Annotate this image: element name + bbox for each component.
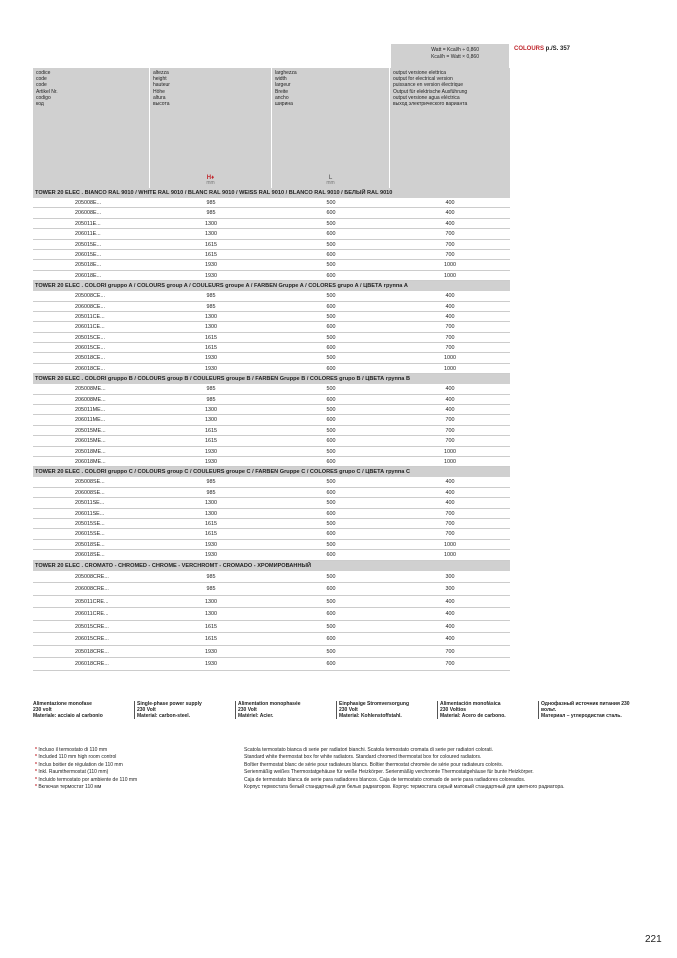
height-value: 1300 <box>205 500 217 507</box>
height-value: 985 <box>206 386 216 393</box>
width-value: 500 <box>326 293 336 300</box>
height-value: 1300 <box>205 510 217 517</box>
height-value: 1930 <box>205 541 217 548</box>
table-row <box>33 571 510 584</box>
table-row <box>33 415 510 425</box>
thermostat-note <box>35 754 137 761</box>
width-value: 600 <box>326 231 336 238</box>
power-supply-block <box>538 701 639 719</box>
power-supply-line: 230 Volt <box>238 707 257 713</box>
asterisk-icon: * <box>35 769 39 776</box>
height-value: 1930 <box>205 355 217 362</box>
box-description: Standard white thermostat box for white radiators. Standard chromed thermostat box for coloured radiators. <box>244 754 482 761</box>
height-value: 985 <box>206 489 216 496</box>
height-value: 1930 <box>205 458 217 465</box>
output-value: 1000 <box>444 262 456 269</box>
product-code: 205018ME... <box>75 448 106 455</box>
table-row <box>33 198 510 208</box>
header-height <box>150 68 272 188</box>
header-label-line: width <box>275 76 287 83</box>
header-label-line: ancho <box>275 94 289 101</box>
height-value: 985 <box>206 200 216 206</box>
output-value: 400 <box>445 313 455 320</box>
asterisk-icon: * <box>35 754 39 761</box>
table-row <box>33 353 510 363</box>
product-code: 206008ME... <box>75 396 106 403</box>
height-value: 1615 <box>205 623 217 630</box>
width-value: 600 <box>326 272 336 279</box>
header-label-line: Breite <box>275 88 289 95</box>
thermostat-note-text: Inkl. Raumthermostat (110 mm) <box>38 769 109 776</box>
height-value: 985 <box>206 573 216 580</box>
table-row <box>33 333 510 343</box>
height-value: 1930 <box>205 262 217 269</box>
table-row <box>33 447 510 457</box>
table-row <box>33 343 510 353</box>
header-label-line: Höhe <box>153 88 165 95</box>
product-code: 206011CE... <box>75 324 105 331</box>
product-code: 206018CE... <box>75 365 105 372</box>
section-header: TOWER 20 ELEC . COLORI gruppo A / COLOURS group A / COULEURS groupe A / FARBEN Gruppe A / COLORES grupo A / ЦВЕТА группа A <box>33 281 510 291</box>
table-row <box>33 384 510 394</box>
header-label-line: высота <box>153 101 170 108</box>
height-value: 985 <box>206 293 216 300</box>
output-value: 400 <box>445 489 455 496</box>
box-description: Caja de termostato blanca de serie para radiadores blancos. Caja de termostato cromado de serie para radiadores coloreados. <box>244 776 526 783</box>
output-value: 400 <box>445 200 455 206</box>
thermostat-note <box>35 762 137 769</box>
power-supply-line: Matériel: Acier. <box>238 713 274 719</box>
output-value: 1000 <box>444 541 456 548</box>
product-code: 206018CRE... <box>75 661 109 667</box>
output-value: 700 <box>445 531 455 538</box>
header-label-line: ширина <box>275 101 293 108</box>
section-header: TOWER 20 ELEC . BIANCO RAL 9010 / WHITE RAL 9010 / BLANC RAL 9010 / WEISS RAL 9010 / BLANCO RAL 9010 / БЕЛЫЙ RAL 9010 <box>33 188 510 198</box>
header-label-line: Output für elektrische Ausführung <box>393 88 468 95</box>
output-value: 400 <box>445 210 455 217</box>
height-value: 1300 <box>205 231 217 238</box>
box-description: Корпус термостата белый стандартный для белых радиаторов. Корпус термостата серый матовый стандартный для цветного радиатора. <box>244 784 565 791</box>
table-row <box>33 583 510 596</box>
product-code: 205015CE... <box>75 334 105 341</box>
power-supply-line: Alimentazione monofase <box>33 701 92 707</box>
watt-conversion-box <box>391 44 509 68</box>
thermostat-note <box>35 784 137 791</box>
output-value: 400 <box>445 303 455 310</box>
power-supply-block <box>235 701 336 719</box>
height-value: 985 <box>206 479 216 486</box>
width-value: 600 <box>326 552 336 559</box>
power-supply-block <box>336 701 437 719</box>
table-row <box>33 271 510 281</box>
width-value: 600 <box>326 586 336 592</box>
power-supply-line: Material: carbon-steel. <box>137 713 191 719</box>
power-supply-line: Materiale: acciaio al carbonio <box>33 713 103 719</box>
height-value: 1300 <box>205 313 217 320</box>
height-value: 1300 <box>205 407 217 414</box>
height-unit <box>150 176 271 186</box>
output-value: 700 <box>445 251 455 258</box>
output-value: 1000 <box>444 355 456 362</box>
product-code: 205015CRE... <box>75 623 109 630</box>
height-unit-label: mm <box>206 180 215 186</box>
product-code: 206015E... <box>75 251 102 258</box>
power-supply-line: Alimentación monofásica <box>440 701 501 707</box>
width-value: 500 <box>326 541 336 548</box>
table-row <box>33 646 510 659</box>
watt-formula-1: Watt = Kcal/h ÷ 0,860 <box>431 47 479 53</box>
output-value: 700 <box>445 241 455 248</box>
product-code: 205008CE... <box>75 293 105 300</box>
power-supply-block <box>437 701 538 719</box>
width-value: 600 <box>326 531 336 538</box>
product-code: 205008SE... <box>75 479 105 486</box>
width-value: 600 <box>326 510 336 517</box>
table-row <box>33 312 510 322</box>
width-value: 600 <box>326 210 336 217</box>
height-value: 1300 <box>205 598 217 605</box>
output-value: 1000 <box>444 365 456 372</box>
output-value: 1000 <box>444 552 456 559</box>
output-value: 700 <box>445 510 455 517</box>
thermostat-note-text: Included 110 mm high room control <box>38 754 117 761</box>
power-supply-line: 230 Voltios <box>440 707 467 713</box>
table-row <box>33 596 510 609</box>
thermostat-note-text: Incluido termostato por ambiente de 110 mm <box>38 776 138 783</box>
table-row <box>33 322 510 332</box>
output-value: 400 <box>445 623 455 630</box>
width-value: 600 <box>326 458 336 465</box>
table-row <box>33 364 510 374</box>
product-code: 205018CE... <box>75 355 105 362</box>
width-value: 500 <box>326 448 336 455</box>
product-code: 206008E... <box>75 210 102 217</box>
table-row <box>33 250 510 260</box>
product-table <box>33 188 510 671</box>
product-code: 206018ME... <box>75 458 106 465</box>
width-value: 500 <box>326 200 336 206</box>
width-value: 500 <box>326 313 336 320</box>
width-value: 600 <box>326 489 336 496</box>
height-value: 1615 <box>205 251 217 258</box>
output-value: 300 <box>445 573 455 580</box>
output-value: 700 <box>445 427 455 434</box>
product-code: 206011ME... <box>75 417 106 424</box>
width-value: 600 <box>326 345 336 352</box>
output-value: 700 <box>445 334 455 341</box>
header-label-line: altura <box>153 94 166 101</box>
width-value: 600 <box>326 251 336 258</box>
height-value: 1615 <box>205 636 217 642</box>
product-code: 206011CRE... <box>75 611 109 617</box>
header-label-line: выход электрического варианта <box>393 101 468 108</box>
table-row <box>33 498 510 508</box>
asterisk-icon: * <box>35 776 39 783</box>
thermostat-note-text: Incluso il termostato di 110 mm <box>38 747 108 753</box>
header-label-line: output versione agua eléctrica <box>393 94 460 101</box>
table-row <box>33 550 510 560</box>
product-code: 205011SE... <box>75 500 105 507</box>
height-value: 1300 <box>205 611 217 617</box>
table-row <box>33 260 510 270</box>
power-supply-line: Einphasige Stromversorgung <box>339 701 410 707</box>
width-value: 600 <box>326 417 336 424</box>
product-code: 206018E... <box>75 272 102 279</box>
height-value: 1300 <box>205 220 217 227</box>
table-row <box>33 540 510 550</box>
table-row <box>33 219 510 229</box>
output-value: 700 <box>445 520 455 527</box>
height-value: 985 <box>206 303 216 310</box>
thermostat-box-descriptions <box>244 747 564 791</box>
power-supply-line: Alimentation monophasée <box>238 701 301 707</box>
product-code: 206015CRE... <box>75 636 109 642</box>
output-value: 400 <box>445 386 455 393</box>
height-value: 1930 <box>205 661 217 667</box>
output-value: 700 <box>445 345 455 352</box>
product-code: 206015SE... <box>75 531 105 538</box>
height-value: 1930 <box>205 272 217 279</box>
width-value: 600 <box>326 636 336 642</box>
power-supply-line: 230 Volt <box>137 707 156 713</box>
output-value: 400 <box>445 479 455 486</box>
width-value: 600 <box>326 661 336 667</box>
width-value: 500 <box>326 598 336 605</box>
output-value: 400 <box>445 636 455 642</box>
output-value: 700 <box>445 438 455 445</box>
header-code <box>33 68 150 188</box>
colours-page: p./S. 357 <box>545 46 571 52</box>
width-value: 500 <box>326 262 336 269</box>
thermostat-note <box>35 747 137 754</box>
product-code: 205015E... <box>75 241 102 248</box>
output-value: 400 <box>445 396 455 403</box>
colours-label: COLOURS <box>514 46 544 52</box>
output-value: 400 <box>445 611 455 617</box>
width-value: 500 <box>326 220 336 227</box>
width-value: 500 <box>326 355 336 362</box>
table-row <box>33 488 510 498</box>
output-value: 1000 <box>444 272 456 279</box>
header-label-line: code <box>36 82 47 89</box>
table-row <box>33 291 510 301</box>
width-value: 600 <box>326 365 336 372</box>
width-value: 500 <box>326 573 336 580</box>
table-row <box>33 240 510 250</box>
asterisk-icon: * <box>35 784 39 791</box>
width-value: 500 <box>326 500 336 507</box>
product-code: 205011E... <box>75 220 101 227</box>
table-row <box>33 519 510 529</box>
width-value: 600 <box>326 324 336 331</box>
table-row <box>33 426 510 436</box>
header-label-line: codice <box>36 70 51 76</box>
width-value: 500 <box>326 386 336 393</box>
power-supply-line: Material: Acero de carbono. <box>440 713 506 719</box>
power-supply-line: 230 volt <box>33 707 52 713</box>
width-unit <box>272 176 389 186</box>
product-code: 205018SE... <box>75 541 105 548</box>
height-value: 1300 <box>205 324 217 331</box>
width-symbol: L <box>328 175 333 181</box>
asterisk-icon: * <box>35 761 39 768</box>
width-value: 500 <box>326 648 336 655</box>
output-value: 400 <box>445 293 455 300</box>
height-value: 1930 <box>205 365 217 372</box>
colours-reference[interactable] <box>514 46 570 52</box>
table-row <box>33 509 510 519</box>
power-supply-info <box>33 701 643 719</box>
output-value: 400 <box>445 500 455 507</box>
header-label-line: Artikel Nr. <box>36 88 58 95</box>
thermostat-note-text: Включая термостат 110 мм <box>38 784 102 791</box>
box-description: Scatola termostato bianca di serie per radiatori bianchi. Scatola termostato cromata di serie per radiatori colorati. <box>244 747 494 753</box>
product-code: 205018E... <box>75 262 102 269</box>
header-label-line: altezza <box>153 70 169 76</box>
width-value: 600 <box>326 611 336 617</box>
product-code: 205011CRE... <box>75 598 109 605</box>
height-value: 985 <box>206 586 216 592</box>
output-value: 700 <box>445 417 455 424</box>
product-code: 206011SE... <box>75 510 105 517</box>
table-row <box>33 302 510 312</box>
thermostat-notes <box>35 747 137 791</box>
page-number: 221 <box>645 934 662 945</box>
table-row <box>33 395 510 405</box>
output-value: 300 <box>445 586 455 592</box>
power-supply-block <box>33 701 134 719</box>
width-value: 500 <box>326 334 336 341</box>
height-icon: ♦ <box>211 175 215 181</box>
product-code: 206008CRE... <box>75 586 109 592</box>
height-value: 1615 <box>205 345 217 352</box>
box-description: Serienmäßig weißes Thermostatgehäuse für weiße Heizkörper. Serienmäßig verchromte Thermostatgehäuse für bunte Heizkörper. <box>244 769 534 776</box>
product-code: 205015SE... <box>75 520 105 527</box>
header-label-line: hauteur <box>153 82 170 89</box>
product-code: 205015ME... <box>75 427 106 434</box>
height-value: 1615 <box>205 438 217 445</box>
power-supply-line: Material: Kohlenstoffstahl. <box>339 713 402 719</box>
product-code: 205008CRE... <box>75 573 109 580</box>
table-row <box>33 405 510 415</box>
width-value: 500 <box>326 427 336 434</box>
header-label-line: output versione elettrica <box>393 70 447 76</box>
output-value: 700 <box>445 324 455 331</box>
output-value: 400 <box>445 407 455 414</box>
thermostat-note <box>35 769 137 776</box>
height-value: 1930 <box>205 552 217 559</box>
height-value: 1615 <box>205 241 217 248</box>
width-value: 500 <box>326 479 336 486</box>
table-row <box>33 529 510 539</box>
product-code: 206015ME... <box>75 438 106 445</box>
width-value: 600 <box>326 438 336 445</box>
power-supply-line: вольт. <box>541 707 557 713</box>
thermostat-note <box>35 777 137 784</box>
thermostat-note-text: Inclus boitier de régulation de 110 mm <box>38 761 123 768</box>
output-value: 1000 <box>444 448 456 455</box>
table-row <box>33 229 510 239</box>
height-value: 1615 <box>205 531 217 538</box>
header-label-line: larghezza <box>275 70 297 76</box>
box-description: Boîtier thermostat blanc de série pour radiateurs blancs. Boîtier thermostat chromée de série pour radiateurs colorés. <box>244 761 504 768</box>
watt-formula-2: Kcal/h = Watt × 0,860 <box>431 54 479 60</box>
width-value: 500 <box>326 407 336 414</box>
power-supply-line: Материал – углеродистая сталь. <box>541 713 622 719</box>
width-value: 500 <box>326 520 336 527</box>
product-code: 205008ME... <box>75 386 106 393</box>
power-supply-line: Single-phase power supply <box>137 701 202 707</box>
product-code: 205008E... <box>75 200 102 206</box>
asterisk-icon: * <box>35 747 39 753</box>
header-label-line: code <box>36 76 47 83</box>
height-value: 985 <box>206 210 216 217</box>
height-value: 1615 <box>205 334 217 341</box>
table-row <box>33 608 510 621</box>
header-label-line: код <box>36 101 44 108</box>
section-header: TOWER 20 ELEC . COLORI gruppo B / COLOURS group B / COULEURS groupe B / FARBEN Gruppe B / COLORES grupo B / ЦВЕТА группа B <box>33 374 510 384</box>
product-code: 205011ME... <box>75 407 106 414</box>
product-code: 206008SE... <box>75 489 105 496</box>
width-value: 500 <box>326 241 336 248</box>
table-row <box>33 621 510 634</box>
height-value: 1300 <box>205 417 217 424</box>
product-code: 206015CE... <box>75 345 105 352</box>
height-symbol: H <box>206 175 212 181</box>
power-supply-line: Однофазный источник питания 230 <box>541 701 630 707</box>
height-value: 985 <box>206 396 216 403</box>
width-unit-label: mm <box>326 180 335 186</box>
section-header: TOWER 20 ELEC . CROMATO - CHROMED - CHROME - VERCHROMT - CROMADO - ХРОМИРОВАННЫЙ <box>33 561 510 571</box>
product-code: 206011E... <box>75 231 101 238</box>
table-row <box>33 208 510 218</box>
table-row <box>33 658 510 671</box>
power-supply-block <box>134 701 235 719</box>
output-value: 700 <box>445 231 455 238</box>
header-label-line: codigo <box>36 94 51 101</box>
header-label-line: output for electrical version <box>393 76 453 83</box>
header-label-line: largeur <box>275 82 291 89</box>
width-value: 600 <box>326 396 336 403</box>
header-label-line: height <box>153 76 167 83</box>
product-code: 206008CE... <box>75 303 105 310</box>
product-code: 205011CE... <box>75 313 105 320</box>
height-value: 1930 <box>205 648 217 655</box>
output-value: 1000 <box>444 458 456 465</box>
table-row <box>33 457 510 467</box>
height-value: 1615 <box>205 520 217 527</box>
header-width <box>272 68 390 188</box>
height-value: 1615 <box>205 427 217 434</box>
power-supply-line: 230 Volt <box>339 707 358 713</box>
table-row <box>33 633 510 646</box>
table-row <box>33 436 510 446</box>
table-row <box>33 477 510 487</box>
product-code: 205018CRE... <box>75 648 109 655</box>
section-header: TOWER 20 ELEC . COLORI gruppo C / COLOURS group C / COULEURS groupe C / FARBEN Gruppe C / COLORES grupo C / ЦВЕТА группа C <box>33 467 510 477</box>
product-code: 206018SE... <box>75 552 105 559</box>
header-output <box>390 68 510 188</box>
header-label-line: puissance en version électrique <box>393 82 464 89</box>
height-value: 1930 <box>205 448 217 455</box>
output-value: 700 <box>445 661 455 667</box>
output-value: 700 <box>445 648 455 655</box>
output-value: 400 <box>445 598 455 605</box>
output-value: 400 <box>445 220 455 227</box>
width-value: 500 <box>326 623 336 630</box>
width-value: 600 <box>326 303 336 310</box>
